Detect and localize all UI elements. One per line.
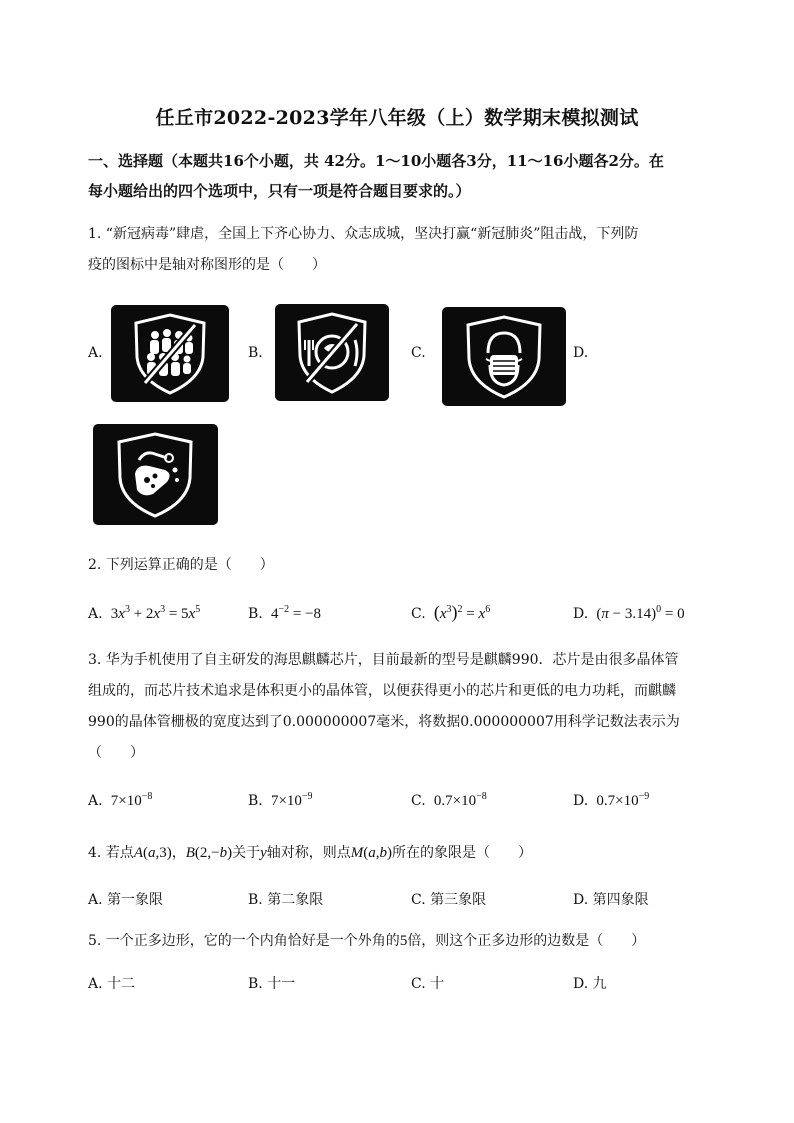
q4-stem: 4. 若点A(a,3)，B(2,−b)关于y轴对称，则点M(a,b)所在的象限是（ ） <box>88 845 533 861</box>
q3-option-a-expression: $7\times 10^{-8}$ <box>107 791 153 809</box>
q2-option-d[interactable] <box>573 604 685 624</box>
q3-option-d-expression: $0.7\times 10^{-9}$ <box>592 791 650 809</box>
q3-stem-line-3: 990的晶体管栅极的宽度达到了0.000000007毫米，将数据0.000000007用科学记数法表示为 <box>88 714 680 730</box>
q3-option-d-label: D. <box>573 793 589 809</box>
q3-stem-line-2: 组成的，而芯片技术追求是体积更小的晶体管，以便获得更小的芯片和更低的电力功耗，而麒麟 <box>88 683 676 699</box>
no-crowd-icon <box>111 305 229 402</box>
q1-option-d-label[interactable]: D. <box>573 345 589 361</box>
q4-point-b: B(2,−b) <box>185 845 233 861</box>
q3-option-b[interactable] <box>248 791 313 811</box>
q3-stem-line-4: （ ） <box>88 745 144 761</box>
q2-option-d-expression: $(\pi - 3.14)^0 = 0$ <box>592 604 685 622</box>
q2-option-a-label: A. <box>88 606 103 622</box>
q2-option-c[interactable] <box>411 602 490 624</box>
no-wild-animal-eating-icon <box>275 304 389 401</box>
q5-stem: 5. 一个正多边形，它的一个内角恰好是一个外角的5倍，则这个正多边形的边数是（ ） <box>88 933 646 949</box>
q3-option-a[interactable] <box>88 791 152 811</box>
q4-point-m: M(a,b) <box>350 845 393 861</box>
section-heading-line-2: 每小题给出的四个选项中，只有一项是符合题目要求的。） <box>88 182 471 200</box>
q3-option-b-label: B. <box>248 793 263 809</box>
section-heading-line-1: 一、选择题（本题共16个小题，共 42分。1～10小题各3分，11～16小题各2分。在 <box>88 152 664 170</box>
q1-option-c-label[interactable]: C. <box>411 345 426 361</box>
q2-option-b[interactable] <box>248 604 321 624</box>
q3-option-a-label: A. <box>88 793 103 809</box>
q5-option-c[interactable]: C. 十 <box>411 976 445 992</box>
q2-option-c-label: C. <box>411 606 426 622</box>
q3-option-c-label: C. <box>411 793 426 809</box>
q3-option-b-expression: $7\times 10^{-9}$ <box>267 791 313 809</box>
q3-option-d[interactable] <box>573 791 649 811</box>
q4-axis: y <box>260 845 267 861</box>
q1-option-a-label[interactable]: A. <box>88 345 103 361</box>
q2-option-a[interactable] <box>88 604 200 624</box>
q5-option-a[interactable]: A. 十二 <box>88 976 136 992</box>
face-mask-icon <box>442 307 566 406</box>
q5-option-b[interactable]: B. 十一 <box>248 976 296 992</box>
q4-option-b[interactable]: B. 第二象限 <box>248 892 324 908</box>
q3-stem-line-1: 3. 华为手机使用了自主研发的海思麒麟芯片，目前最新的型号是麒麟990．芯片是由很多晶体管 <box>88 652 679 668</box>
page-title: 任丘市2022-2023学年八年级（上）数学期末模拟测试 <box>155 107 639 129</box>
q2-option-a-expression: $3x^3 + 2x^3 = 5x^5$ <box>107 604 201 622</box>
q1-stem-line-1: 1. “新冠病毒”肆虐，全国上下齐心协力、众志成城，坚决打赢“新冠肺炎”阻击战，下列防 <box>88 226 639 242</box>
q3-option-c[interactable] <box>411 791 487 811</box>
q1-option-b-label[interactable]: B. <box>248 345 263 361</box>
q4-option-d[interactable]: D. 第四象限 <box>573 892 649 908</box>
q4-point-a: A(a,3) <box>133 845 172 861</box>
q1-stem-line-2: 疫的图标中是轴对称图形的是（ ） <box>88 257 326 273</box>
q2-option-c-expression: $(x^3)^2 = x^6$ <box>433 602 491 622</box>
q3-option-c-expression: $0.7\times 10^{-8}$ <box>430 791 487 809</box>
hand-washing-icon <box>93 424 218 525</box>
q4-option-c[interactable]: C. 第三象限 <box>411 892 487 908</box>
q2-option-b-label: B. <box>248 606 263 622</box>
q4-option-a[interactable]: A. 第一象限 <box>88 892 164 908</box>
q2-option-d-label: D. <box>573 606 589 622</box>
q2-stem: 2. 下列运算正确的是（ ） <box>88 557 274 573</box>
q5-option-d[interactable]: D. 九 <box>573 976 607 992</box>
q2-option-b-expression: $4^{-2} = -8$ <box>267 604 322 622</box>
